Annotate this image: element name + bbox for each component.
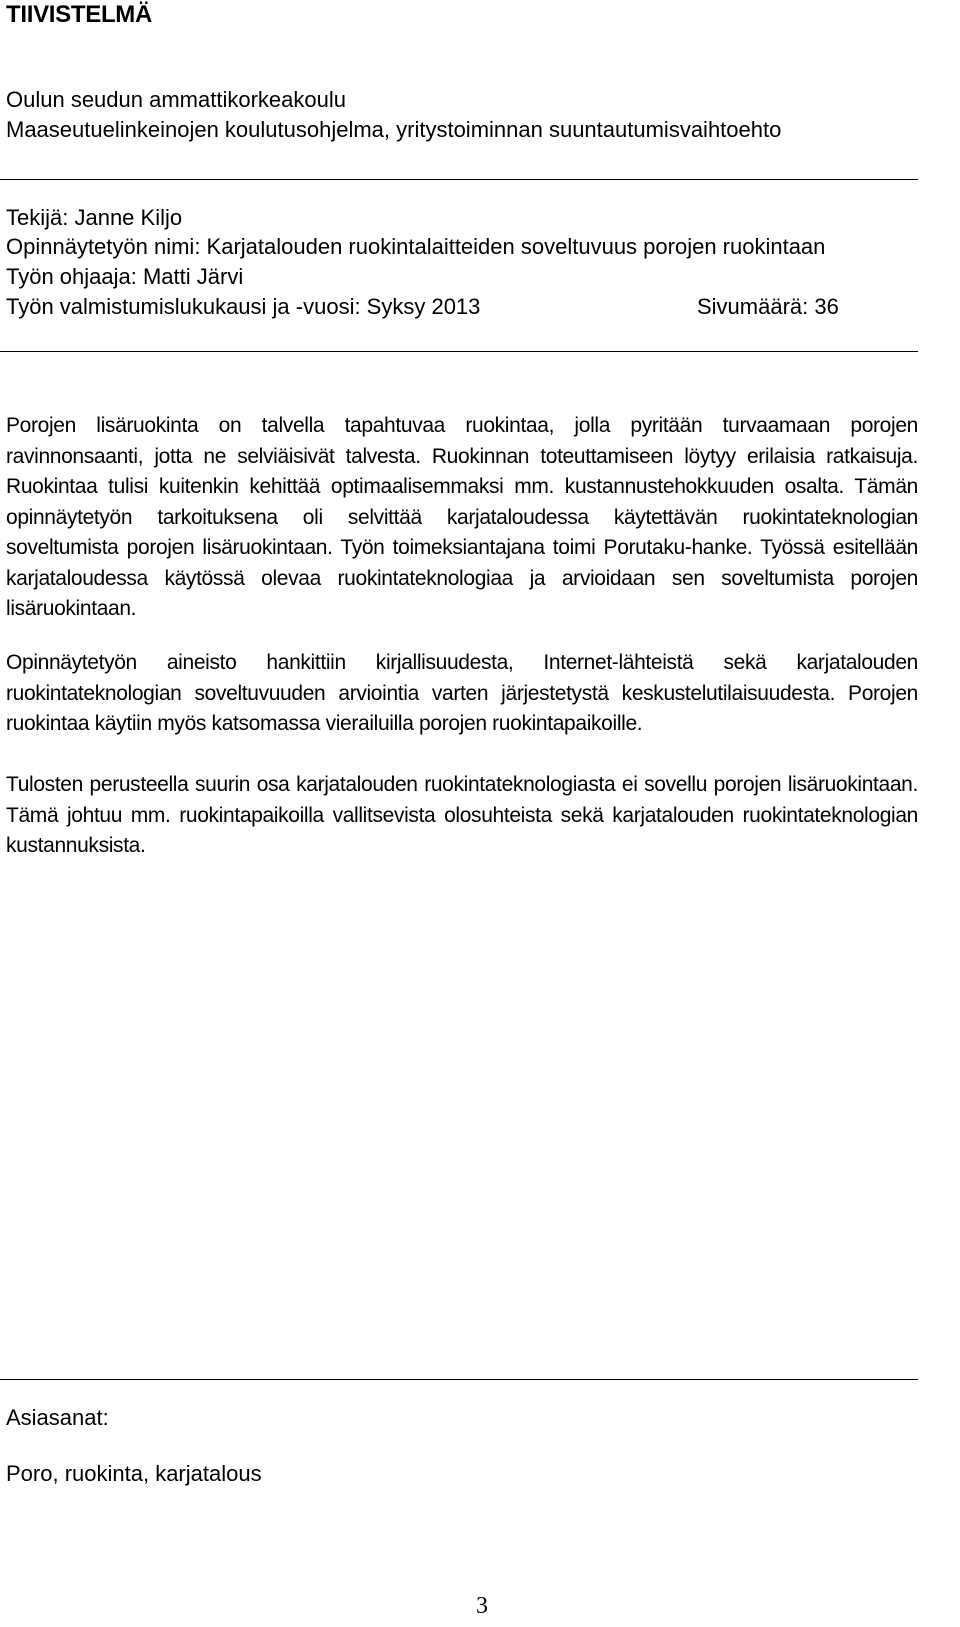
programme-name: Maaseutuelinkeinojen koulutusohjelma, yritystoiminnan suuntautumisvaihtoehto [6, 117, 782, 142]
author-line: Tekijä: Janne Kiljo [6, 205, 183, 230]
abstract-paragraph-3: Tulosten perusteella suurin osa karjatalouden ruokintateknologiasta ei sovellu porojen lisäruokintaan. Tämä johtuu mm. ruokintapaikoilla vallitsevista olosuhteista sekä karjatalouden ruokintateknologian kustannuksista. [6, 773, 918, 857]
thesis-title-line: Opinnäytetyön nimi: Karjatalouden ruokintalaitteiden soveltuvuus porojen ruokintaan [6, 234, 826, 259]
divider-middle [0, 351, 918, 352]
divider-top [0, 179, 918, 180]
school-name: Oulun seudun ammattikorkeakoulu [6, 87, 346, 112]
page-heading: TIIVISTELMÄ [6, 1, 153, 28]
supervisor-line: Työn ohjaaja: Matti Järvi [6, 264, 244, 289]
page-number: 3 [476, 1593, 488, 1619]
keywords-value: Poro, ruokinta, karjatalous [6, 1461, 262, 1486]
keywords-label: Asiasanat: [6, 1405, 109, 1430]
page-count: Sivumäärä: 36 [697, 294, 839, 319]
divider-bottom [0, 1379, 918, 1380]
abstract-paragraph-2: Opinnäytetyön aineisto hankittiin kirjallisuudesta, Internet-lähteistä sekä karjatalouden ruokintateknologian soveltuvuuden arviointia varten järjestetystä keskustelutilaisuudesta. Porojen ruokintaa käytiin myös katsomassa vierailuilla porojen ruokintapaikoille. [6, 651, 918, 735]
abstract-paragraph-1: Porojen lisäruokinta on talvella tapahtuvaa ruokintaa, jolla pyritään turvaamaan porojen ravinnonsaanti, jotta ne selviäisivät talvesta. Ruokinnan toteuttamiseen löytyy erilaisia ratkaisuja. Ruokintaa tulisi kuitenkin kehittää optimaalisemmaksi mm. kustannustehokkuuden osalta. Tämän opinnäytetyön tarkoituksena oli selvittää karjataloudessa käytettävän ruokintateknologian soveltumista porojen lisäruokintaan. Työn toimeksiantajana toimi Porutaku-hanke. Työssä esitellään karjataloudessa käytössä olevaa ruokintateknologiaa ja arvioidaan sen soveltumista porojen lisäruokintaan. [6, 414, 918, 620]
completion-line: Työn valmistumislukukausi ja -vuosi: Syksy 2013 [6, 294, 481, 319]
